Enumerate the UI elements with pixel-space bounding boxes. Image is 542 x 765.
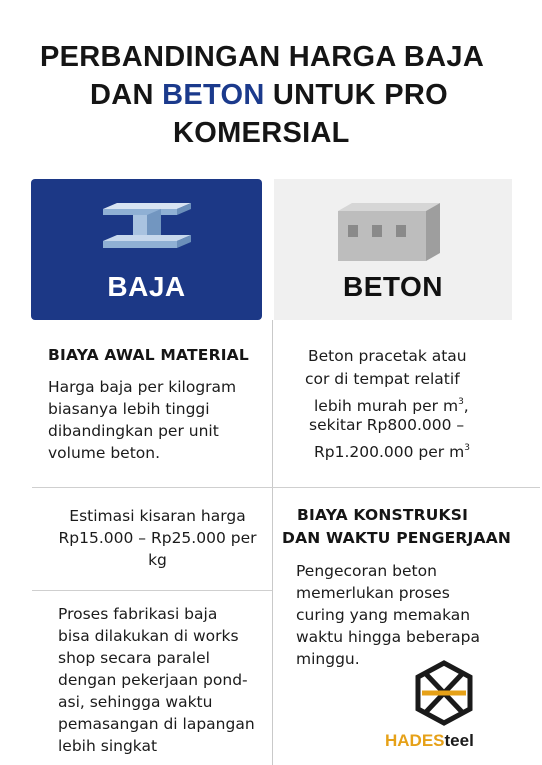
baja-cost-text: Harga baja per kilogram biasanya lebih tinggi dibandingkan per unit volume beton. — [48, 378, 237, 462]
beton-price-line-1: Beton pracetak atau — [308, 347, 467, 365]
beton-header-panel — [274, 179, 512, 320]
title-line-2-pre: DAN — [90, 79, 163, 111]
beton-price-line-5-text: Rp1.200.000 per m — [314, 443, 465, 461]
unit-superscript-2: 3 — [464, 443, 470, 453]
beton-construction-heading-2: DAN WAKTU PENGERJAAN — [282, 529, 512, 547]
baja-process-text: Proses fabrikasi baja bisa dilakukan di works shop secara paralel dengan pekerjaan pond- asi, sehingga waktu pemasangan di lapangan lebih singkat — [58, 605, 255, 755]
baja-header-label: BAJA — [107, 271, 186, 302]
title-line-2 — [28, 76, 528, 114]
beton-price-line-5 — [314, 437, 470, 463]
beton-price-line-4: sekitar Rp800.000 – — [309, 416, 465, 434]
beton-construction-heading-1: BIAYA KONSTRUKSI — [297, 506, 469, 524]
beton-construction-text: Pengecoran beton memerlukan proses curing yang memakan waktu hingga beberapa minggu. — [296, 562, 480, 668]
baja-estimate-text: Estimasi kisaran harga Rp15.000 – Rp25.000 per kg — [58, 507, 257, 569]
hadesteel-logo-icon — [414, 660, 474, 726]
beton-header-label: BETON — [343, 271, 443, 302]
concrete-block-icon — [334, 201, 446, 265]
title-line-3: KOMERSIAL — [173, 117, 350, 149]
row-divider-1 — [32, 487, 540, 488]
title-line-1: PERBANDINGAN HARGA BAJA — [40, 41, 485, 73]
logo-text-part2: teel — [444, 731, 474, 750]
title-accent-word: BETON — [162, 79, 265, 111]
beton-price-line-2: cor di tempat relatif — [305, 370, 460, 388]
beton-price-line-3: lebih murah per $m^3$, — [314, 397, 469, 415]
page-title — [28, 38, 528, 152]
title-line-2-post: UNTUK PRO — [264, 79, 449, 111]
baja-header-panel — [31, 179, 262, 320]
logo-text-part1: HADES — [385, 731, 445, 750]
hadesteel-logo-text — [385, 731, 474, 751]
unit-superscript: 3 — [458, 397, 464, 407]
row-divider-2 — [32, 590, 272, 591]
steel-beam-icon — [97, 201, 197, 261]
baja-cost-heading: BIAYA AWAL MATERIAL — [48, 346, 249, 364]
beton-price-line-3-text: lebih murah per m — [314, 397, 459, 415]
